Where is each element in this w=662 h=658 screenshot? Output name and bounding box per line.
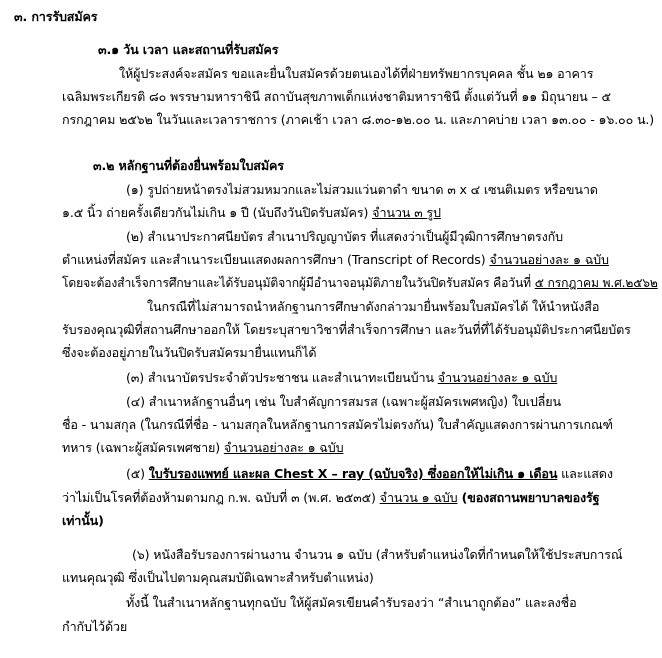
subsection-3-1-line-3: กรกฎาคม ๒๕๖๒ ในวันและเวลาราชการ (ภาคเช้า เวลา ๘.๓๐-๑๒.๐๐ น. และภาคบ่าย เวลา ๑๓.๐๐ - ๑๖.๐๐ น.): [62, 112, 655, 127]
closing-line-2: กำกับไว้ด้วย: [62, 619, 128, 634]
subsection-3-1-line-1: ให้ผู้ประสงค์จะสมัคร ขอและยื่นใบสมัครด้วยตนเองได้ที่ฝ่ายทรัพยากรบุคคล ชั้น ๒๑ อาคาร: [119, 66, 594, 81]
item-5-line-3: เท่านั้น): [62, 513, 104, 528]
item-2-line-3: โดยจะต้องสำเร็จการศึกษาและได้รับอนุมัติจากผู้มีอำนาจอนุมัติภายในวันปิดรับสมัคร คือวันที่ ๕ กรกฎาคม พ.ศ.๒๕๖๒: [62, 275, 658, 290]
subsection-3-1-heading: ๓.๑ วัน เวลา และสถานที่รับสมัคร: [98, 42, 279, 57]
item-2-line-4: ในกรณีที่ไม่สามารถนำหลักฐานการศึกษาดังกล่าวมายื่นพร้อมใบสมัครได้ ให้นำหนังสือ: [147, 299, 600, 314]
item-6-line-2: แทนคุณวุฒิ ซึ่งเป็นไปตามคุณสมบัติเฉพาะสำหรับตำแหน่ง): [62, 570, 374, 585]
item-5-line-1: (๕) ใบรับรองแพทย์ และผล Chest X – ray (ฉบับจริง) ซึ่งออกให้ไม่เกิน ๑ เดือน และแสดง: [126, 466, 613, 481]
item-2-line-2: ตำแหน่งที่สมัคร และสำเนาระเบียนแสดงผลการศึกษา (Transcript of Records) จำนวนอย่างละ ๑ ฉบับ: [62, 252, 609, 267]
closing-line-1: ทั้งนี้ ในสำเนาหลักฐานทุกฉบับ ให้ผู้สมัครเขียนคำรับรองว่า “สำเนาถูกต้อง” และลงชื่อ: [126, 595, 577, 610]
item-4-line-2: ชื่อ - นามสกุล (ในกรณีที่ชื่อ - นามสกุลในหลักฐานการสมัครไม่ตรงกัน) ใบสำคัญแสดงการผ่านการเกณฑ์: [62, 417, 613, 432]
subsection-3-1-line-2: เฉลิมพระเกียรติ ๘๐ พรรษามหาราชินี สถาบันสุขภาพเด็กแห่งชาติมหาราชินี ตั้งแต่วันที่ ๑๑ มิถุนายน – ๕: [62, 89, 611, 104]
item-2-line-1: (๒) สำเนาประกาศนียบัตร สำเนาปริญญาบัตร ที่แสดงว่าเป็นผู้มีวุฒิการศึกษาตรงกับ: [126, 229, 563, 244]
item-3-line: (๓) สำเนาบัตรประจำตัวประชาชน และสำเนาทะเบียนบ้าน จำนวนอย่างละ ๑ ฉบับ: [126, 370, 558, 385]
item-2-line-6: ซึ่งจะต้องอยู่ภายในวันปิดรับสมัครมายื่นแทนก็ได้: [62, 345, 317, 360]
subsection-3-2-heading: ๓.๒ หลักฐานที่ต้องยื่นพร้อมใบสมัคร: [93, 158, 284, 173]
section-heading: ๓. การรับสมัคร: [14, 9, 98, 24]
item-4-line-3: ทหาร (เฉพาะผู้สมัครเพศชาย) จำนวนอย่างละ ๑ ฉบับ: [62, 440, 344, 455]
item-1-line-2: ๑.๕ นิ้ว ถ่ายครั้งเดียวกันไม่เกิน ๑ ปี (นับถึงวันปิดรับสมัคร) จำนวน ๓ รูป: [62, 205, 441, 220]
item-5-line-2: ว่าไม่เป็นโรคที่ต้องห้ามตามกฎ ก.พ. ฉบับที่ ๓ (พ.ศ. ๒๕๓๕) จำนวน ๑ ฉบับ (ของสถานพยาบาลของรัฐ: [62, 490, 600, 505]
item-4-line-1: (๔) สำเนาหลักฐานอื่นๆ เช่น ใบสำคัญการสมรส (เฉพาะผู้สมัครเพศหญิง) ใบเปลี่ยน: [126, 394, 561, 409]
item-2-line-5: รับรองคุณวุฒิที่สถานศึกษาออกให้ โดยระบุสาขาวิชาที่สำเร็จการศึกษา และวันที่ที่ได้รับอนุมัติประกาศนียบัตร: [62, 322, 631, 337]
item-6-line-1: (๖) หนังสือรับรองการผ่านงาน จำนวน ๑ ฉบับ (สำหรับตำแหน่งใดที่กำหนดให้ใช้ประสบการณ์: [132, 547, 623, 562]
item-1-line-1: (๑) รูปถ่ายหน้าตรงไม่สวมหมวกและไม่สวมแว่นตาดำ ขนาด ๓ x ๔ เซนติเมตร หรือขนาด: [126, 182, 598, 197]
